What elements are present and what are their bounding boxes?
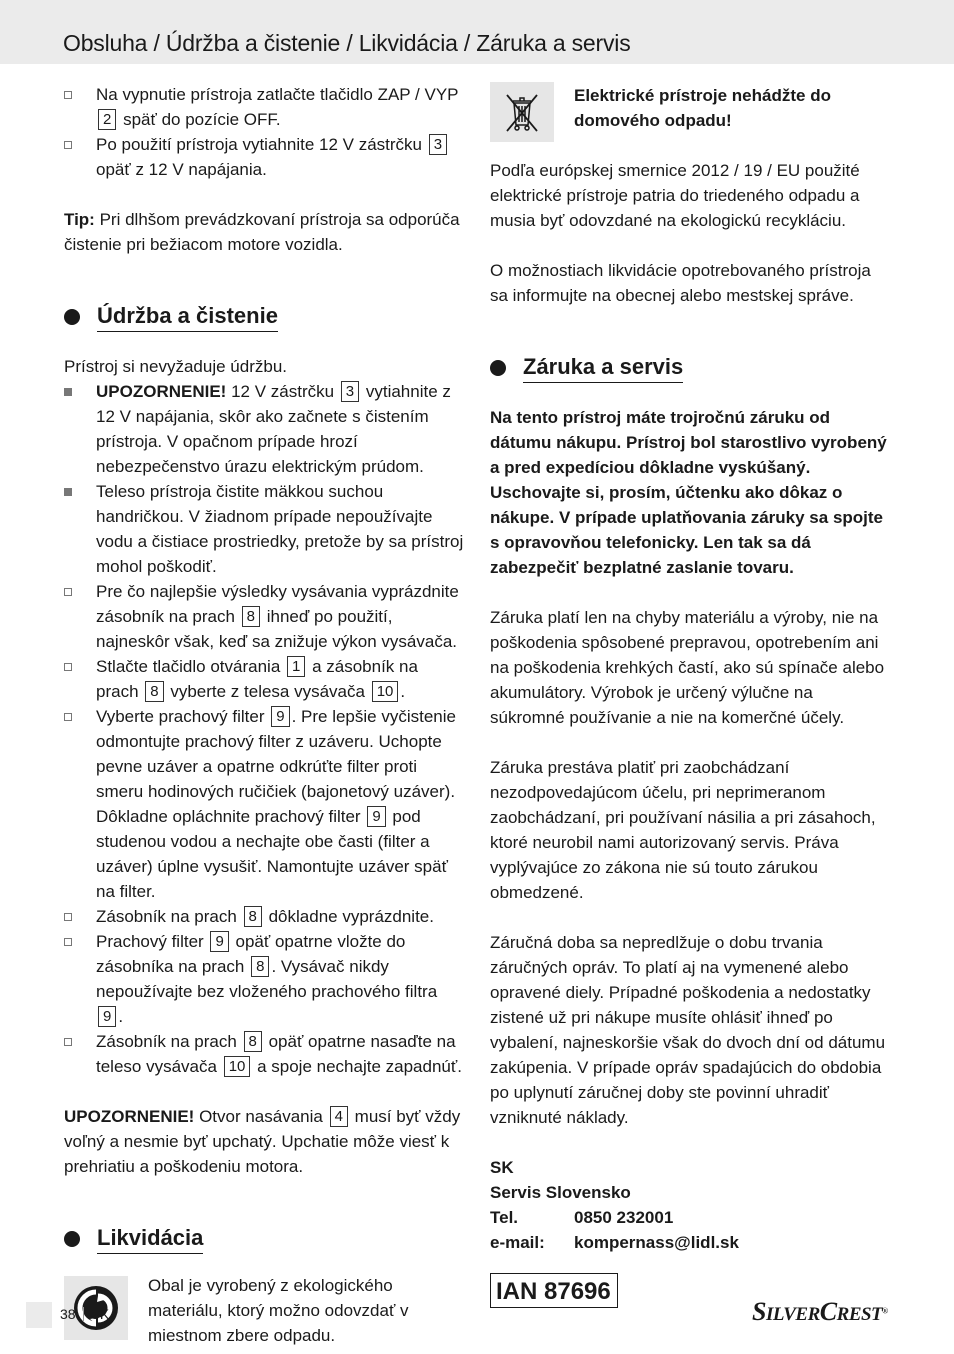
page-footer — [60, 1306, 109, 1322]
item-text: Stlačte tlačidlo otvárania — [96, 657, 285, 676]
part-number: 1 — [287, 656, 305, 677]
part-number: 10 — [372, 681, 399, 702]
item-text: 12 V zástrčku — [226, 382, 339, 401]
list-item — [64, 654, 464, 704]
list-item — [64, 132, 464, 182]
item-text: a spoje nechajte zapadnúť. — [252, 1057, 462, 1076]
section-heading-maintenance — [64, 302, 464, 332]
part-number: 4 — [330, 1106, 348, 1127]
filled-square-bullet-icon — [64, 488, 72, 496]
page-header — [0, 0, 954, 64]
tip-paragraph — [64, 207, 464, 257]
part-number: 8 — [242, 606, 260, 627]
item-text: a zásobník na prach — [96, 657, 418, 701]
item-text: Zásobník na prach — [96, 907, 242, 926]
open-square-bullet-icon — [64, 913, 72, 921]
open-square-bullet-icon — [64, 1038, 72, 1046]
item-text: dôkladne vyprázdnite. — [263, 907, 434, 926]
warranty-summary: Na tento prístroj máte trojročnú záruku od dátumu nákupu. Prístroj bol starostlivo vyrobený a pred expedíciou dôkladne vyskúšaný. Uschovajte si, prosím, účtenku ako dôkaz o nákupe. V prípade uplatňovania záruky sa spojte s opravovňou telefonicky. Len tak sa dá zabezpečiť bezplatné zaslanie tovaru. — [490, 408, 887, 577]
weee-block — [490, 82, 890, 142]
item-text: pod studenou vodou a nechajte obe časti (filter a uzáver) úplne vysušiť. Namontujte uzáver späť na filter. — [96, 807, 448, 901]
open-square-bullet-icon — [64, 663, 72, 671]
open-square-bullet-icon — [64, 588, 72, 596]
open-square-bullet-icon — [64, 713, 72, 721]
email-label: e-mail: — [490, 1233, 545, 1252]
tip-text: Pri dlhšom prevádzkovaní prístroja sa odporúča čistenie pri bežiacom motore vozidla. — [64, 210, 460, 254]
language-code: SK — [90, 1306, 110, 1322]
bullet-dot-icon — [64, 309, 80, 325]
heading-text: Údržba a čistenie — [97, 302, 278, 332]
warranty-paragraph: Záruka prestáva platiť pri zaobchádzaní nezodpovedajúcom účelu, pri neprimeranom zaobchádzaní, pri používaní násilia a pri zásahoch, ktoré neurobil nami autorizovaný servis. Práva vyplývajúce zo zákona nie sú touto zárukou obmedzené. — [490, 758, 876, 902]
tel-number: 0850 232001 — [574, 1208, 674, 1227]
list-item — [64, 929, 464, 1029]
item-text: . — [118, 1007, 124, 1026]
part-number: 9 — [98, 1006, 116, 1027]
item-text: Na vypnutie prístroja zatlačte tlačidlo ZAP / VYP — [96, 85, 459, 104]
item-text: opäť z 12 V napájania. — [96, 160, 267, 179]
item-text: späť do pozície OFF. — [118, 110, 281, 129]
part-number: 8 — [244, 906, 262, 927]
bullet-dot-icon — [64, 1231, 80, 1247]
list-item — [64, 82, 464, 132]
warranty-paragraph: Záruka platí len na chyby materiálu a výroby, nie na poškodenia spôsobené prepravou, opotrebením ani na poškodenia krehkých častí, ako sú spínače alebo akumulátory. Výrobok je určený výlučne na súkromné používanie a nie na komerčné účely. — [490, 608, 885, 727]
part-number: 10 — [224, 1056, 251, 1077]
list-item — [64, 704, 464, 904]
part-number: 8 — [145, 681, 163, 702]
ian-number: IAN 87696 — [490, 1273, 618, 1308]
bullet-dot-icon — [490, 360, 506, 376]
tel-label: Tel. — [490, 1208, 519, 1227]
right-column — [490, 82, 890, 1308]
part-number: 8 — [251, 956, 269, 977]
warranty-paragraph: Záručná doba sa nepredlžuje o dobu trvania záručných opráv. To platí aj na vymenené alebo opravené diely. Prípadné poškodenia a nedostatky zistené už pri nákupe musíte ohlásiť ihneď po vybalení, najneskoršie však do dvoch dní od dátumu zakúpenia. V prípade opráv spadajúcich do obdobia po uplynutí záručnej doby ste povinní uhradiť vzniknuté náklady. — [490, 933, 886, 1127]
left-column — [64, 82, 464, 1348]
part-number: 9 — [367, 806, 385, 827]
item-text: Teleso prístroja čistite mäkkou suchou handričkou. V žiadnom prípade nepoužívajte vodu a čistiace prostriedky, pretože by sa prístroj mohol poškodiť. — [96, 482, 464, 576]
service-name: Servis Slovensko — [490, 1183, 631, 1202]
item-text: opäť opatrne vložte do zásobníka na prach — [96, 932, 406, 976]
warning-label: UPOZORNENIE! — [96, 382, 227, 401]
item-text: Pre čo najlepšie výsledky vysávania vyprázdnite zásobník na prach — [96, 582, 459, 626]
item-text: . — [400, 682, 406, 701]
disposal-block — [64, 1273, 464, 1348]
warning-text: Otvor nasávania — [194, 1107, 328, 1126]
list-item — [64, 579, 464, 654]
section-heading-warranty — [490, 353, 890, 383]
list-item — [64, 479, 464, 579]
maintenance-intro: Prístroj si nevyžaduje údržbu. — [64, 357, 287, 376]
tip-label: Tip: — [64, 210, 95, 229]
item-text: ihneď po použití, najneskôr však, keď sa znižuje výkon vysávača. — [96, 607, 458, 651]
item-text: vytiahnite z 12 V napájania, skôr ako začnete s čistením prístroja. V opačnom prípade hrozí nebezpečenstvo úrazu elektrickým prúdom. — [96, 382, 451, 476]
list-item — [64, 379, 464, 479]
part-number: 2 — [98, 109, 116, 130]
filled-square-bullet-icon — [64, 388, 72, 396]
list-item — [64, 904, 464, 929]
heading-text: Likvidácia — [97, 1224, 203, 1254]
part-number: 3 — [429, 134, 447, 155]
page-number: 38 — [60, 1306, 76, 1322]
item-text: vyberte z telesa vysávača — [165, 682, 370, 701]
section-heading-disposal — [64, 1224, 464, 1254]
directive-text: Podľa európskej smernice 2012 / 19 / EU použité elektrické prístroje patria do triedeného odpadu a musia byť odovzdané na ekologickú recykláciu. — [490, 161, 860, 230]
item-text: Po použití prístroja vytiahnite 12 V zástrčku — [96, 135, 427, 154]
heading-text: Záruka a servis — [523, 353, 683, 383]
open-square-bullet-icon — [64, 91, 72, 99]
service-country: SK — [490, 1158, 514, 1177]
disposal-text: Obal je vyrobený z ekologického materiálu, ktorý možno odovzdať v miestnom zbere odpadu. — [148, 1276, 409, 1345]
part-number: 9 — [271, 706, 289, 727]
part-number: 8 — [244, 1031, 262, 1052]
warning-text: musí byť vždy voľný a nesmie byť upchatý. Upchatie môže viesť k prehriatiu a poškodeniu motora. — [64, 1107, 461, 1176]
service-contact — [490, 1155, 739, 1255]
item-text: . Vysávač nikdy nepoužívajte bez vloženého prachového filtra — [96, 957, 438, 1001]
warning-label: UPOZORNENIE! — [64, 1107, 195, 1126]
open-square-bullet-icon — [64, 141, 72, 149]
page-number-box — [26, 1302, 52, 1328]
list-item — [64, 1029, 464, 1079]
email-address: kompernass@lidl.sk — [574, 1233, 739, 1252]
item-text: Vyberte prachový filter — [96, 707, 270, 726]
item-text: Prachový filter — [96, 932, 209, 951]
open-square-bullet-icon — [64, 938, 72, 946]
warning-paragraph — [64, 1104, 464, 1179]
part-number: 3 — [341, 381, 359, 402]
item-text: . Pre lepšie vyčistenie odmontujte prachový filter z uzáveru. Uchopte pevne uzáver a opatrne odkrúťte filter proti smeru hodinových ručičiek (bajonetový uzáver). Dôkladne opláchnite prachový filter — [96, 707, 456, 826]
info-text: O možnostiach likvidácie opotrebovaného prístroja sa informujte na obecnej alebo mestskej správe. — [490, 261, 871, 305]
weee-warning: Elektrické prístroje nehádžte do domového odpadu! — [574, 86, 831, 130]
page-title: Obsluha / Údržba a čistenie / Likvidácia / Záruka a servis — [63, 30, 631, 56]
silvercrest-logo: SILVERCREST® — [752, 1297, 888, 1326]
part-number: 9 — [210, 931, 228, 952]
item-text: Zásobník na prach — [96, 1032, 242, 1051]
crossed-out-wheelie-bin-icon — [490, 82, 554, 142]
item-text: opäť opatrne nasaďte na teleso vysávača — [96, 1032, 456, 1076]
